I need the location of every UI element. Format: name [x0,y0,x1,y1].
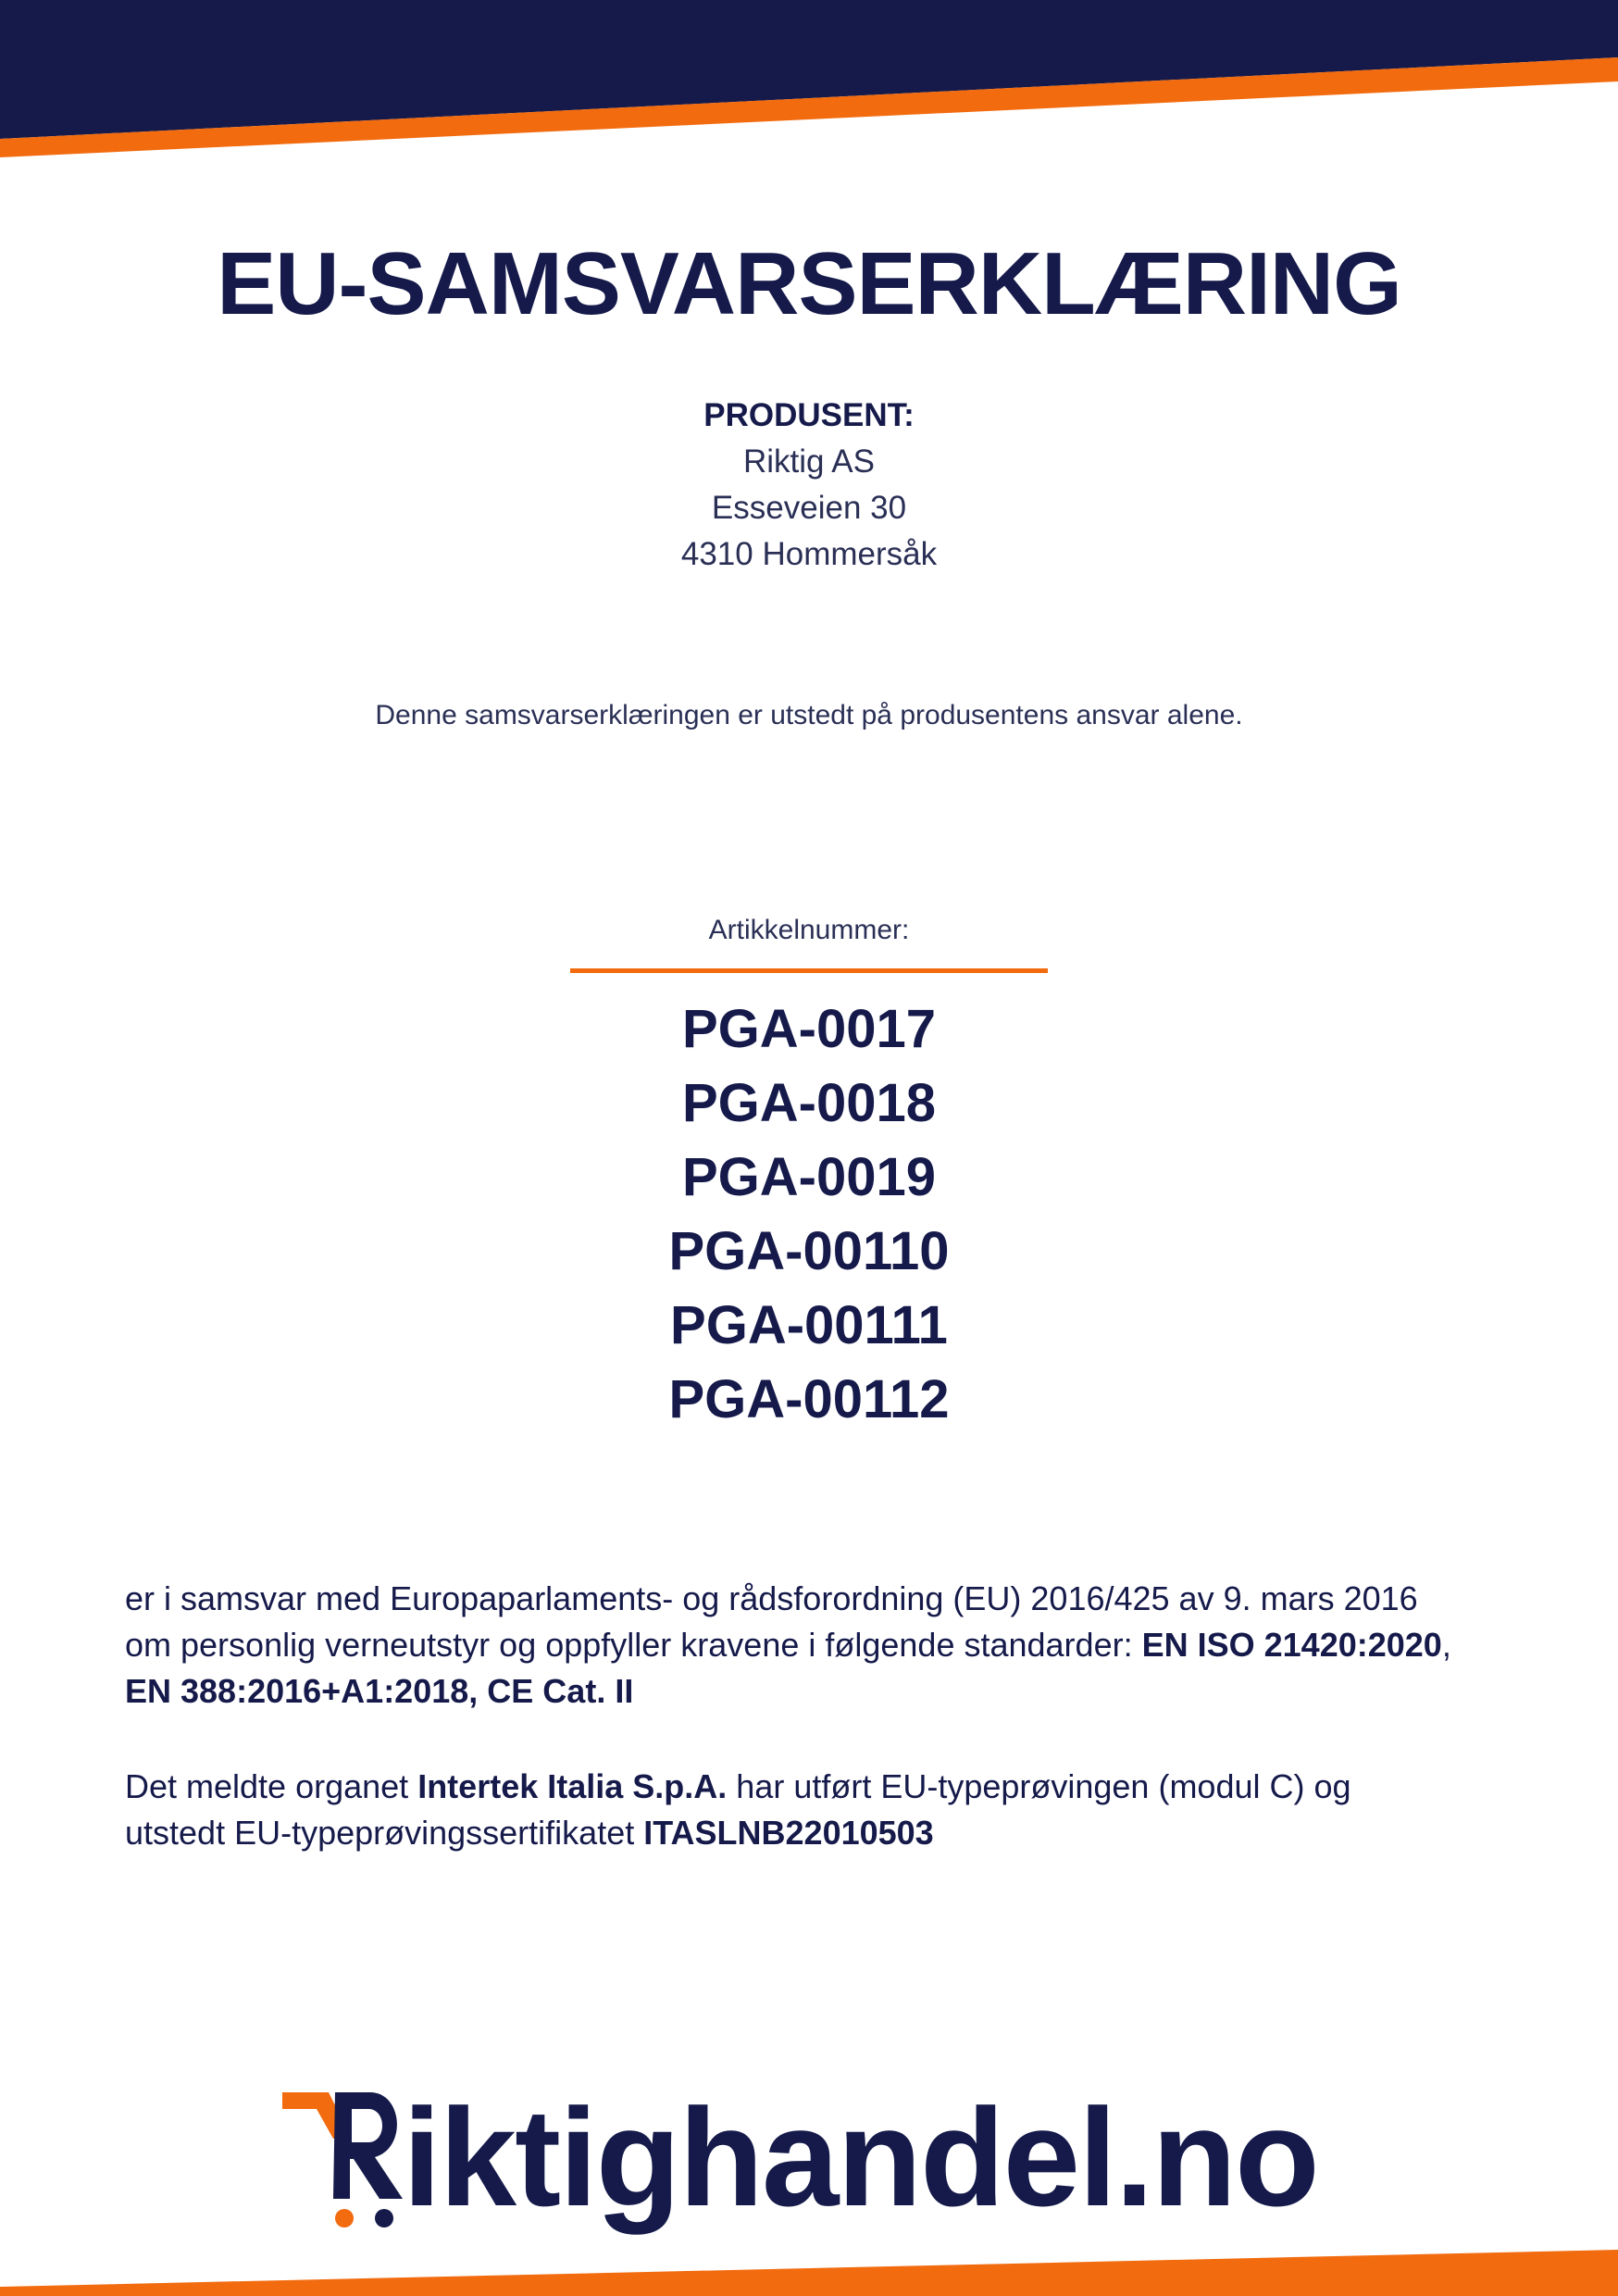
conformity-line-3 [125,1668,1513,1715]
notified-body-name: Intertek Italia S.p.A. [417,1767,728,1805]
article-list [0,992,1618,1437]
article-number: PGA-0019 [681,1147,937,1207]
notified-text-middle: har utført EU-typeprøvingen (modul C) og [727,1767,1351,1805]
logo-wordmark: iktighandel.no [403,2079,1318,2235]
certificate-text: utstedt EU-typeprøvingssertifikatet [125,1814,644,1852]
footer-orange-stripe [0,2250,1618,2296]
separator-bold: , [468,1672,488,1710]
conformity-text: om personlig verneutstyr og oppfyller kravene i følgende standarder: [125,1626,1142,1664]
article-number: PGA-0017 [681,999,937,1059]
article-number: PGA-00111 [670,1295,948,1355]
separator: , [1441,1626,1451,1664]
article-number: PGA-0018 [681,1073,937,1133]
producer-street: Esseveien 30 [711,490,907,526]
header-orange-stripe [0,57,1618,157]
producer-label: PRODUSENT: [703,397,915,433]
header-navy-band [0,0,1618,139]
riktighandel-logo [278,2079,1351,2235]
conformity-line-2 [125,1622,1513,1668]
shopping-cart-R-icon [278,2083,417,2231]
notified-body-line-2 [125,1810,1513,1856]
standard-iso: EN ISO 21420:2020 [1141,1626,1442,1664]
page-title: EU-SAMSVARSERKLÆRING [217,234,1401,333]
ce-category: CE Cat. II [487,1672,634,1710]
producer-postal: 4310 Hommersåk [680,536,938,572]
notified-body-paragraph [125,1764,1513,1856]
article-number-label: Artikkelnummer: [708,915,910,945]
article-number: PGA-00110 [668,1221,950,1281]
standard-en388: EN 388:2016+A1:2018 [125,1672,469,1710]
article-divider [570,968,1048,973]
responsibility-statement: Denne samsvarserklæringen er utstedt på produsentens ansvar alene. [375,700,1243,730]
notified-body-line-1 [125,1764,1513,1810]
article-number: PGA-00112 [668,1369,950,1429]
notified-text: Det meldte organet [125,1767,418,1805]
conformity-paragraph [125,1576,1513,1715]
producer-name: Riktig AS [743,443,875,480]
certificate-number: ITASLNB22010503 [643,1814,934,1852]
producer-block [0,393,1618,578]
conformity-line-1: er i samsvar med Europaparlaments- og rådsforordning (EU) 2016/425 av 9. mars 2016 [125,1579,1418,1617]
